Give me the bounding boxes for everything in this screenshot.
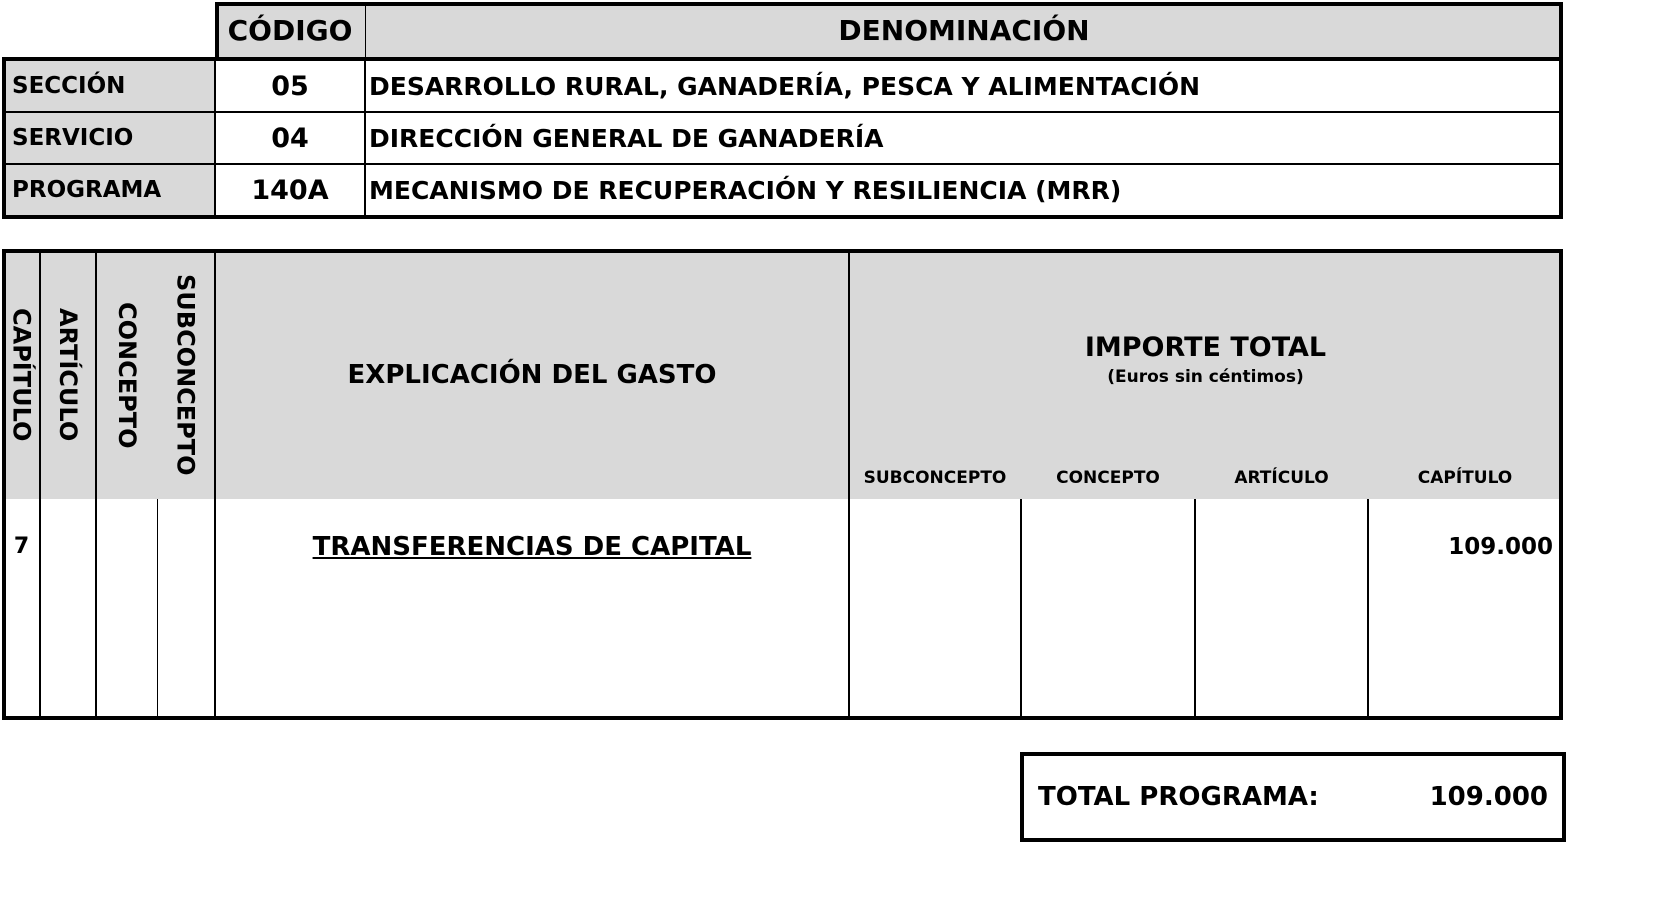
seccion-label: SECCIÓN — [12, 73, 126, 99]
servicio-name: DIRECCIÓN GENERAL DE GANADERÍA — [369, 123, 884, 153]
amount-subconcepto-header: SUBCONCEPTO — [863, 468, 1007, 488]
amount-articulo-header: ARTÍCULO — [1234, 468, 1329, 488]
divider — [1367, 499, 1369, 717]
denominacion-header: DENOMINACIÓN — [838, 14, 1090, 47]
programa-name: MECANISMO DE RECUPERACIÓN Y RESILIENCIA (MRR) — [369, 175, 1122, 205]
capitulo-header: CAPÍTULO — [7, 308, 36, 442]
total-label: TOTAL PROGRAMA: — [1038, 782, 1319, 812]
row-capitulo: 7 — [13, 534, 30, 559]
row-explicacion: TRANSFERENCIAS DE CAPITAL — [312, 532, 752, 562]
articulo-header-cell — [41, 251, 95, 499]
row-amount-capitulo: 109.000 — [1448, 534, 1553, 560]
programa-label: PROGRAMA — [12, 177, 162, 203]
servicio-label: SERVICIO — [12, 125, 134, 151]
explicacion-header: EXPLICACIÓN DEL GASTO — [347, 360, 717, 390]
importe-note: (Euros sin céntimos) — [1107, 367, 1304, 387]
row-explicacion-cell — [216, 532, 848, 562]
amount-capitulo-header: CAPÍTULO — [1417, 468, 1513, 488]
servicio-code: 04 — [271, 122, 309, 154]
seccion-name: DESARROLLO RURAL, GANADERÍA, PESCA Y ALIMENTACIÓN — [369, 71, 1201, 101]
capitulo-header-cell — [4, 251, 39, 499]
divider — [1194, 499, 1196, 717]
divider — [157, 499, 158, 717]
divider — [1020, 499, 1022, 717]
programa-code: 140A — [251, 174, 329, 206]
concepto-header: CONCEPTO — [113, 301, 141, 449]
amount-concepto-header: CONCEPTO — [1056, 468, 1160, 488]
articulo-header: ARTÍCULO — [54, 308, 82, 442]
codigo-header: CÓDIGO — [227, 14, 353, 47]
subconcepto-header: SUBCONCEPTO — [171, 274, 200, 476]
seccion-code: 05 — [271, 70, 309, 102]
importe-total-header: IMPORTE TOTAL — [1084, 332, 1327, 363]
subconcepto-header-cell — [157, 251, 214, 499]
total-box — [1020, 752, 1566, 842]
total-value: 109.000 — [1429, 782, 1548, 812]
concepto-header-cell — [97, 251, 157, 499]
